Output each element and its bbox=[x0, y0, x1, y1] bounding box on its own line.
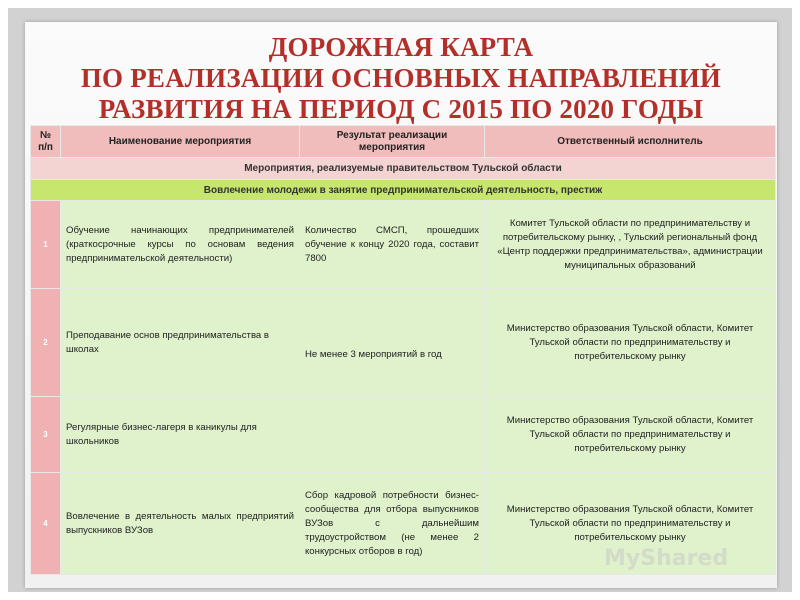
slide-title bbox=[25, 32, 777, 125]
row-number: 1 bbox=[31, 201, 61, 289]
row-number: 3 bbox=[31, 397, 61, 473]
row-result: Количество СМСП, прошедших обучение к концу 2020 года, составит 7800 bbox=[300, 201, 485, 289]
title-line-1: ДОРОЖНАЯ КАРТА bbox=[268, 32, 534, 62]
row-responsible: Министерство образования Тульской области, Комитет Тульской области по предпринимательству и потребительскому рынку bbox=[485, 473, 776, 575]
slide bbox=[25, 22, 777, 588]
title-line-2: ПО РЕАЛИЗАЦИИ ОСНОВНЫХ НАПРАВЛЕНИЙ bbox=[80, 63, 722, 93]
row-name: Преподавание основ предпринимательства в школах bbox=[61, 289, 300, 397]
table-header-row bbox=[31, 126, 776, 158]
watermark-logo: MyShared bbox=[604, 546, 729, 571]
section-row bbox=[31, 158, 776, 180]
subsection-row bbox=[31, 180, 776, 201]
header-num: № п/п bbox=[31, 126, 61, 158]
row-name: Обучение начинающих предпринимателей (краткосрочные курсы по основам ведения предпринимательской деятельности) bbox=[61, 201, 300, 289]
row-responsible: Министерство образования Тульской области, Комитет Тульской области по предпринимательству и потребительскому рынку bbox=[485, 397, 776, 473]
row-result: Сбор кадровой потребности бизнес- сообщества для отбора выпускников ВУЗов с дальнейшим трудоустройством (не менее 2 конкурсных отборов в год) bbox=[300, 473, 485, 575]
table-row bbox=[31, 201, 776, 289]
row-responsible: Министерство образования Тульской области, Комитет Тульской области по предпринимательству и потребительскому рынку bbox=[485, 289, 776, 397]
row-responsible: Комитет Тульской области по предпринимательству и потребительскому рынку, , Тульский региональный фонд «Центр поддержки предпринимательства», администрации муниципальных образований bbox=[485, 201, 776, 289]
table-row bbox=[31, 397, 776, 473]
subsection-label: Вовлечение молодежи в занятие предпринимательской деятельность, престиж bbox=[31, 180, 776, 201]
row-result: Не менее 3 мероприятий в год bbox=[300, 289, 485, 397]
table-row bbox=[31, 289, 776, 397]
roadmap-table bbox=[30, 125, 776, 575]
row-name: Регулярные бизнес-лагеря в каникулы для школьников bbox=[61, 397, 300, 473]
row-number: 2 bbox=[31, 289, 61, 397]
row-result bbox=[300, 397, 485, 473]
row-number: 4 bbox=[31, 473, 61, 575]
row-name: Вовлечение в деятельность малых предприятий выпускников ВУЗов bbox=[61, 473, 300, 575]
header-result: Результат реализации мероприятия bbox=[300, 126, 485, 158]
section-label: Мероприятия, реализуемые правительством Тульской области bbox=[31, 158, 776, 180]
title-line-3: РАЗВИТИЯ НА ПЕРИОД С 2015 ПО 2020 ГОДЫ bbox=[98, 94, 704, 124]
header-responsible: Ответственный исполнитель bbox=[485, 126, 776, 158]
header-name: Наименование мероприятия bbox=[61, 126, 300, 158]
